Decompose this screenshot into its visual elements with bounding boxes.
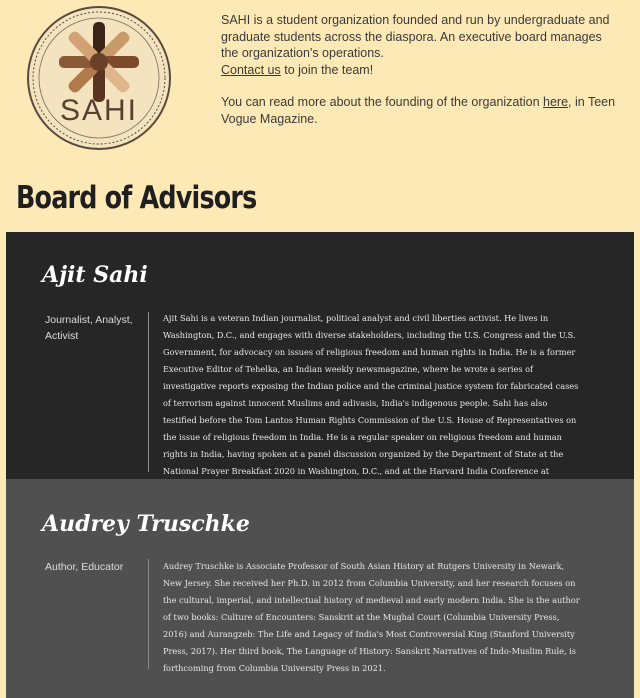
intro-p1-text: SAHI is a student organization founded and run by undergraduate and graduate students across the diaspora. An executive board manages the organization's operations. xyxy=(221,13,610,60)
advisor-card xyxy=(6,479,634,698)
page-title: Board of Advisors xyxy=(16,180,257,216)
intro-paragraph-2 xyxy=(221,94,621,127)
advisor-role: Author, Educator xyxy=(45,561,124,573)
advisor-name: Audrey Truschke xyxy=(42,511,250,537)
intro-p1-after: to join the team! xyxy=(280,62,374,77)
advisor-bio: Ajit Sahi is a veteran Indian journalist, political analyst and civil liberties activist. He lives in Washington, D.C., and engages with diverse stakeholders, including the U.S. Congress and the U.S. Government, for advocacy on issues of religious freedom and human rights in India. He is a former Executive Editor of Tehelka, an Indian weekly newsmagazine, where he wrote a series of investigative reports exposing the Indian police and the criminal justice system for fabricated cases of terrorism against innocent Muslims and adivasis, India's indigenous people. Sahi has also testified before the Tom Lantos Human Rights Commission of the U.S. House of Representatives on the issue of religious freedom in India. He is a regular speaker on religious freedom and human rights in India, having spoken at a panel discussion organized by the Department of State at the National Prayer Breakfast 2020 in Washington, D.C., and at the Harvard India Conference at xyxy=(163,313,579,476)
divider xyxy=(148,559,149,669)
advisor-name: Ajit Sahi xyxy=(42,262,148,288)
advisor-bio: Audrey Truschke is Associate Professor of South Asian History at Rutgers University in Newark, New Jersey. She received her Ph.D. in 2012 from Columbia University, and her research focuses on the cultural, imperial, and intellectual history of medieval and early modern India. She is the author of two books: Culture of Encounters: Sanskrit at the Mughal Court (Columbia University Press, 2016) and Aurangzeb: The Life and Legacy of India's Most Controversial King (Stanford University Press, 2017). Her third book, The Language of History: Sanskrit Narratives of Indo-Muslim Rule, is forthcoming from Columbia University Press in 2021. xyxy=(163,561,580,673)
intro-text xyxy=(221,12,621,143)
header-section xyxy=(0,0,640,232)
intro-paragraph-1 xyxy=(221,12,621,78)
divider xyxy=(148,312,149,472)
intro-p2-text: You can read more about the founding of the organization xyxy=(221,95,543,109)
contact-us-link[interactable]: Contact us xyxy=(221,62,281,77)
intro-p2-after: , in Teen Vogue Magazine. xyxy=(221,95,616,126)
advisor-role: Journalist, Analyst, Activist xyxy=(45,314,133,342)
advisor-card xyxy=(6,232,634,479)
teen-vogue-link[interactable]: here xyxy=(543,95,569,109)
sahi-logo[interactable] xyxy=(27,6,171,150)
logo-wordmark: SAHI xyxy=(59,94,139,127)
hands-emblem-icon xyxy=(27,6,171,150)
